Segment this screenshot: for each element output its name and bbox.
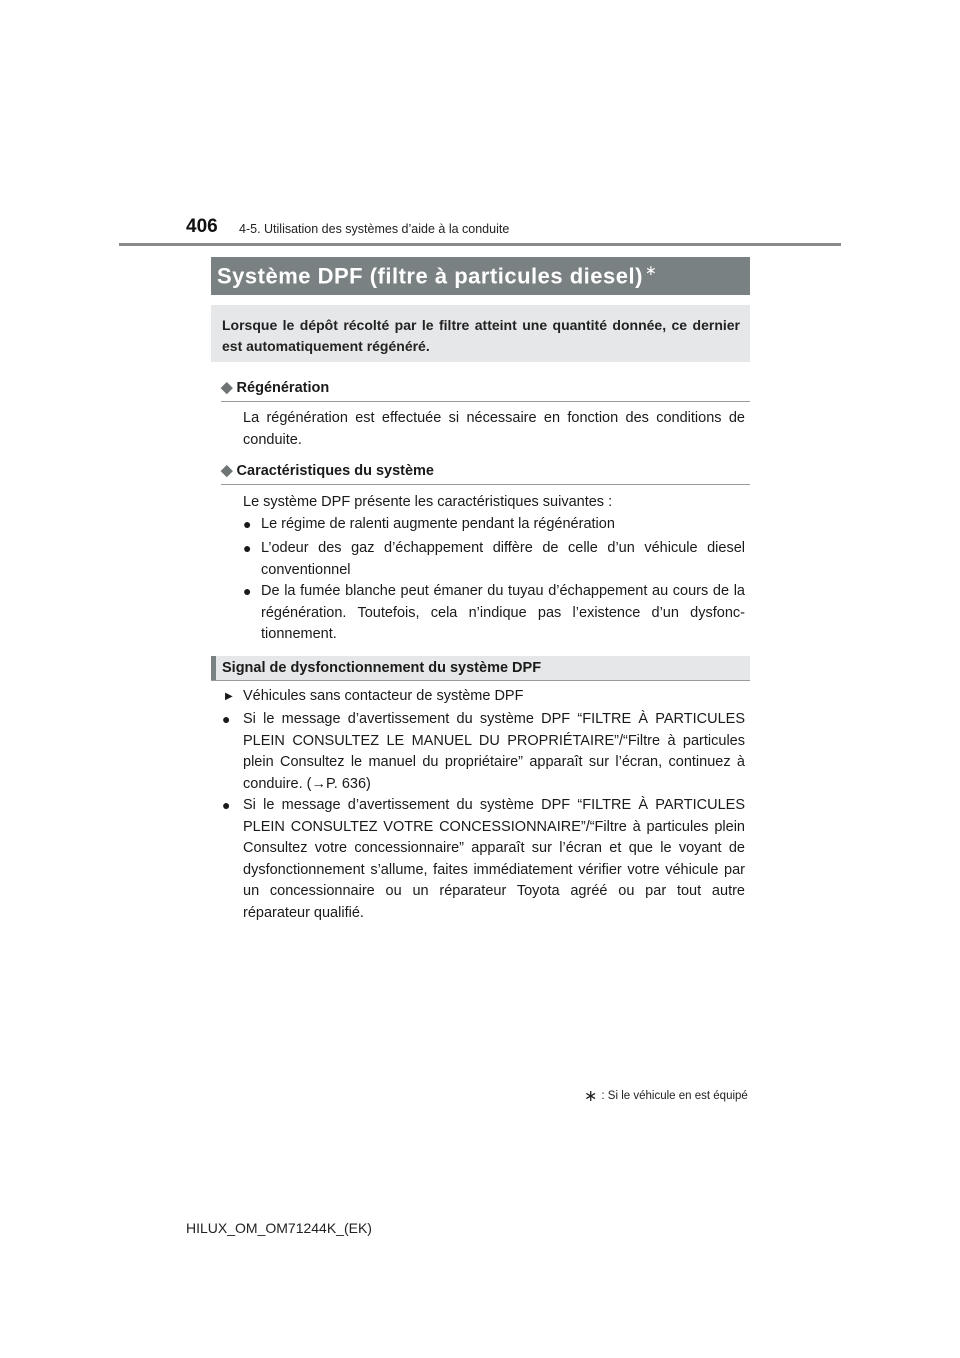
- footnote-text: : Si le véhicule en est équipé: [601, 1090, 748, 1102]
- regeneration-heading-label: Régénération: [236, 380, 330, 396]
- document-id: HILUX_OM_OM71244K_(EK): [186, 1220, 372, 1236]
- list-item: De la fumée blanche peut émaner du tuyau d’échappement au cours de la régénération. Toutefois, cela n’indique pas l’existence d’un dysfonc-tionnement.: [261, 583, 745, 642]
- bullet-icon: ●: [222, 797, 231, 813]
- malfunction-heading-rule: [211, 680, 750, 681]
- section-path: 4-5. Utilisation des systèmes d’aide à la conduite: [239, 222, 510, 236]
- list-item: L’odeur des gaz d’échappement diffère de celle d’un véhicule diesel conventionnel: [261, 540, 745, 578]
- list-item: Si le message d’avertissement du système DPF “FILTRE À PARTICULES PLEIN CONSULTEZ LE MANUEL DU PROPRIÉTAIRE”/“Filtre à particules plein Consultez le manuel du propriétaire” apparaît sur l’écran, continuez à conduire. (→P. 636): [243, 711, 745, 792]
- characteristics-rule: [221, 484, 750, 485]
- list-item: Si le message d’avertissement du système DPF “FILTRE À PARTICULES PLEIN CONSULTEZ VOTRE CONCESSIONNAIRE”/“Filtre à particules plein Consultez votre concessionnaire” apparaît sur l’écran et que le voyant de dysfonctionnement s’allume, faites immédiatement vérifier votre véhicule par un concessionnaire ou un réparateur Toyota agréé ou par tout autre réparateur qualifié.: [243, 797, 745, 921]
- list-item: Le régime de ralenti augmente pendant la régénération: [261, 516, 615, 532]
- bullet-icon: ●: [243, 540, 252, 556]
- bullet-icon: ●: [243, 583, 252, 599]
- bullet-icon: ●: [243, 516, 252, 532]
- vehicle-note: Véhicules sans contacteur de système DPF: [243, 688, 524, 704]
- footnote: [584, 1086, 748, 1106]
- page-title-text: Système DPF (filtre à particules diesel): [217, 263, 643, 289]
- asterisk-icon: ∗: [584, 1088, 598, 1105]
- intro-text: Lorsque le dépôt récolté par le filtre atteint une quantité donnée, ce dernier est automatiquement régénéré.: [222, 317, 740, 354]
- malfunction-heading: Signal de dysfonctionnement du système DPF: [222, 660, 542, 676]
- diamond-bullet-icon: ◆: [221, 379, 233, 396]
- characteristics-lead: Le système DPF présente les caractéristiques suivantes :: [243, 494, 613, 510]
- diamond-bullet-icon: ◆: [221, 462, 233, 479]
- arrow-right-icon: ▶: [225, 691, 233, 702]
- regeneration-text: La régénération est effectuée si nécessaire en fonction des conditions de conduite.: [243, 410, 745, 448]
- characteristics-heading-label: Caractéristiques du système: [236, 463, 434, 479]
- regeneration-rule: [221, 401, 750, 402]
- header-divider: [119, 243, 841, 246]
- characteristics-heading: [221, 461, 434, 479]
- equipment-marker: ∗: [644, 262, 658, 278]
- page-title: [217, 262, 657, 289]
- bullet-icon: ●: [222, 711, 231, 727]
- page-number: 406: [186, 216, 218, 237]
- regeneration-heading: [221, 378, 329, 396]
